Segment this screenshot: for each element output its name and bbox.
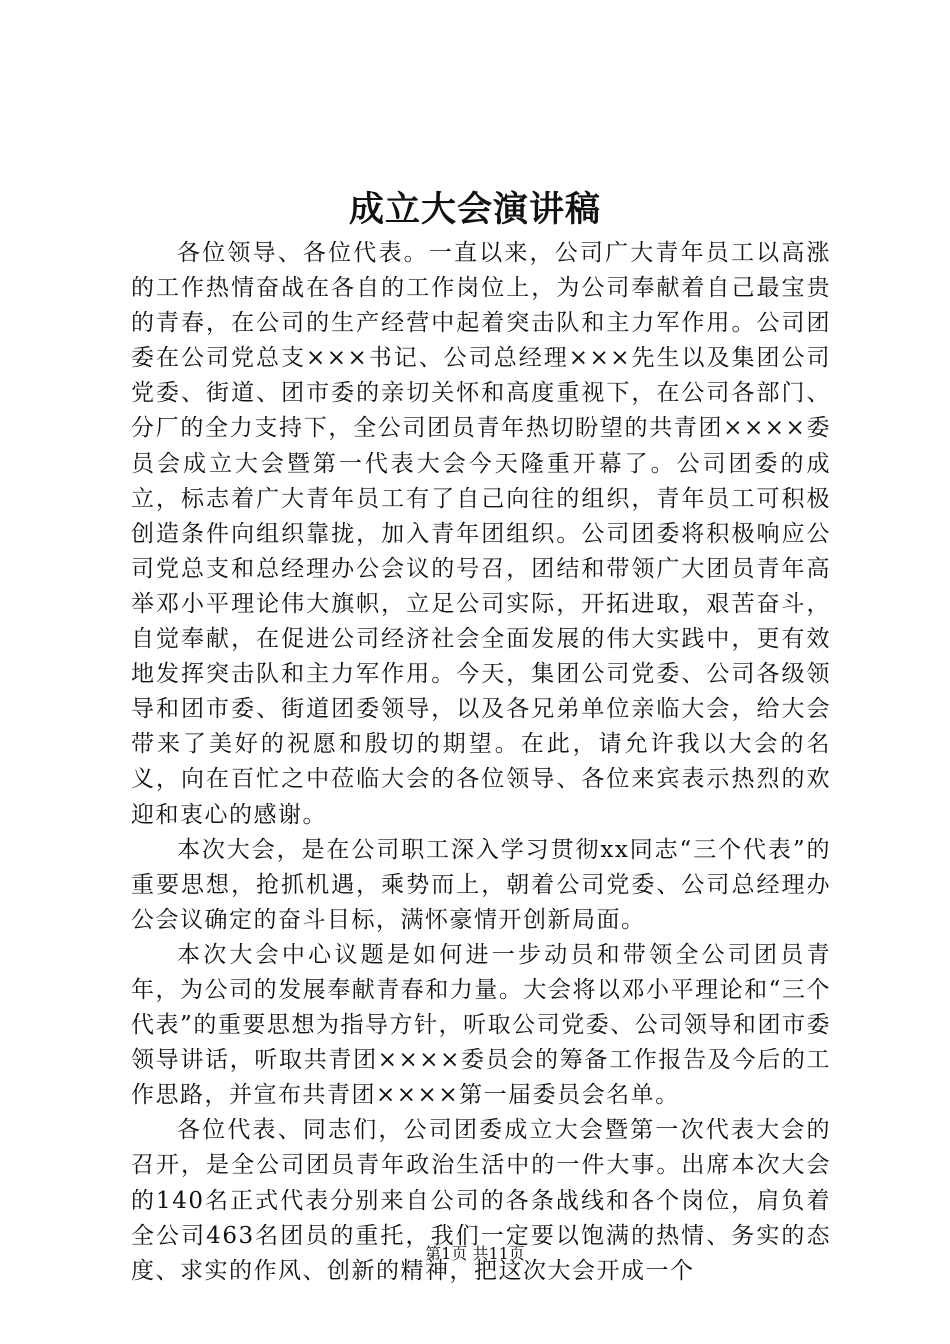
- page-number-footer: 第1页 共11页: [425, 1244, 525, 1263]
- paragraph-2: 本次大会，是在公司职工深入学习贯彻xx同志“三个代表”的重要思想，抢抓机遇，乘势而上，朝着公司党委、公司总经理办公会议确定的奋斗目标，满怀豪情开创新局面。: [131, 836, 831, 933]
- document-title: 成立大会演讲稿: [348, 189, 601, 230]
- document-body: [131, 236, 831, 1289]
- paragraph-4: 各位代表、同志们，公司团委成立大会暨第一次代表大会的召开，是全公司团员青年政治生活中的一件大事。出席本次大会的140名正式代表分别来自公司的各条战线和各个岗位，肩负着全公司463名团员的重托，我们一定要以饱满的热情、务实的态度、求实的作风、创新的精神，把这次大会开成一个: [131, 1117, 831, 1284]
- paragraph-1: 各位领导、各位代表。一直以来，公司广大青年员工以高涨的工作热情奋战在各自的工作岗位上，为公司奉献着自己最宝贵的青春，在公司的生产经营中起着突击队和主力军作用。公司团委在公司党总支×××书记、公司总经理×××先生以及集团公司党委、街道、团市委的亲切关怀和高度重视下，在公司各部门、分厂的全力支持下，全公司团员青年热切盼望的共青团××××委员会成立大会暨第一代表大会今天隆重开幕了。公司团委的成立，标志着广大青年员工有了自己向往的组织，青年员工可积极创造条件向组织靠拢，加入青年团组织。公司团委将积极响应公司党总支和总经理办公会议的号召，团结和带领广大团员青年高举邓小平理论伟大旗帜，立足公司实际，开拓进取，艰苦奋斗，自觉奉献，在促进公司经济社会全面发展的伟大实践中，更有效地发挥突击队和主力军作用。今天，集团公司党委、公司各级领导和团市委、街道团委领导，以及各兄弟单位亲临大会，给大会带来了美好的祝愿和殷切的期望。在此，请允许我以大会的名义，向在百忙之中莅临大会的各位领导、各位来宾表示热烈的欢迎和衷心的感谢。: [131, 240, 831, 828]
- paragraph-3: 本次大会中心议题是如何进一步动员和带领全公司团员青年，为公司的发展奉献青春和力量。大会将以邓小平理论和“三个代表”的重要思想为指导方针，听取公司党委、公司领导和团市委领导讲话，听取共青团××××委员会的筹备工作报告及今后的工作思路，并宣布共青团××××第一届委员会名单。: [131, 941, 831, 1109]
